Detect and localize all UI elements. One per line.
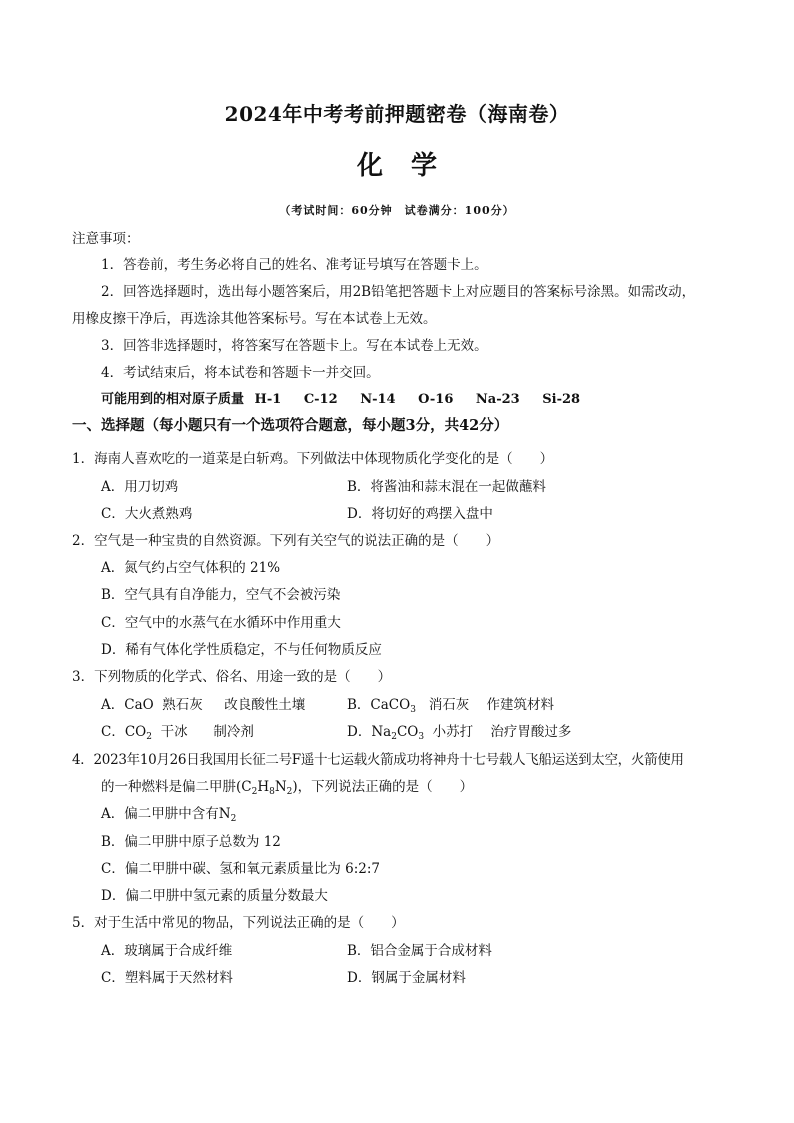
question-4-stem-line-1: 4．2023年10月26日我国用长征二号F遥十七运载火箭成功将神舟十七号载人飞船运送到太空，火箭使用	[72, 752, 684, 768]
atomic-mass-line	[101, 391, 598, 409]
notice-item-3: 3．回答非选择题时，将答案写在答题卡上。写在本试卷上无效。	[101, 338, 488, 354]
subject-title: 化学	[356, 151, 465, 181]
question-4-option-c: C．偏二甲肼中碳、氢和氧元素质量比为 6:2:7	[101, 861, 380, 877]
question-4-option-b: B．偏二甲肼中原子总数为 12	[101, 834, 281, 850]
question-4-stem-line-2: 的一种燃料是偏二甲肼$(C_2H_8N_2)$，下列说法正确的是（ ）	[101, 779, 474, 797]
notice-item-4: 4．考试结束后，将本试卷和答题卡一并交回。	[101, 365, 380, 381]
question-1-option-c: C．大火煮熟鸡	[101, 506, 193, 522]
question-3-stem: 3．下列物质的化学式、俗名、用途一致的是（ ）	[72, 669, 392, 685]
question-1-option-b: B．将酱油和蒜末混在一起做蘸料	[347, 479, 546, 495]
question-3-option-d: D．$Na_2CO_3$ 小苏打 治疗胃酸过多	[347, 724, 572, 742]
atomic-mass-h: H-1	[254, 392, 282, 407]
atomic-mass-si: Si-28	[542, 392, 581, 407]
question-3-option-a: A．CaO 熟石灰 改良酸性土壤	[101, 697, 306, 713]
atomic-mass-c: C-12	[303, 392, 338, 407]
notice-item-1: 1．答卷前，考生务必将自己的姓名、准考证号填写在答题卡上。	[101, 257, 488, 273]
question-5-option-c: C．塑料属于天然材料	[101, 970, 233, 986]
question-3-option-b: B．CaCO$_3$ 消石灰 作建筑材料	[347, 697, 554, 715]
question-2-stem: 2．空气是一种宝贵的自然资源。下列有关空气的说法正确的是（ ）	[72, 533, 500, 549]
question-5-option-b: B．铝合金属于合成材料	[347, 943, 492, 959]
notice-heading: 注意事项：	[72, 231, 140, 247]
question-2-option-a: A．氮气约占空气体积的 21%	[101, 560, 281, 576]
atomic-mass-n: N-14	[360, 392, 396, 407]
question-4-option-a: A．偏二甲肼中含有$N_2$	[101, 806, 237, 824]
notice-item-2-cont: 用橡皮擦干净后，再选涂其他答案标号。写在本试卷上无效。	[72, 311, 437, 327]
notice-item-2: 2．回答选择题时，选出每小题答案后，用2B铅笔把答题卡上对应题目的答案标号涂黑。如需改动，	[101, 284, 696, 300]
atomic-mass-o: O-16	[418, 392, 454, 407]
section-heading-choice: 一、选择题（每小题只有一个选项符合题意，每小题3分，共42分）	[72, 417, 509, 434]
atomic-mass-label: 可能用到的相对原子质量	[101, 392, 245, 407]
page-title: 2024年中考考前押题密卷（海南卷）	[224, 102, 570, 126]
question-2-option-d: D．稀有气体化学性质稳定，不与任何物质反应	[101, 642, 382, 658]
question-5-option-d: D．钢属于金属材料	[347, 970, 466, 986]
question-1-stem: 1．海南人喜欢吃的一道菜是白斩鸡。下列做法中体现物质化学变化的是（ ）	[72, 451, 554, 467]
question-1-option-a: A．用刀切鸡	[101, 479, 179, 495]
question-4-option-d: D．偏二甲肼中氢元素的质量分数最大	[101, 888, 328, 904]
question-2-option-b: B．空气具有自净能力，空气不会被污染	[101, 587, 341, 603]
atomic-mass-na: Na-23	[475, 392, 520, 407]
question-1-option-d: D．将切好的鸡摆入盘中	[347, 506, 493, 522]
question-5-stem: 5．对于生活中常见的物品，下列说法正确的是（ ）	[72, 915, 405, 931]
question-5-option-a: A．玻璃属于合成纤维	[101, 943, 233, 959]
question-3-option-c: C．$CO_2$ 干冰 制冷剂	[101, 724, 254, 742]
exam-meta: （考试时间：60分钟 试卷满分：100分）	[279, 204, 515, 217]
question-2-option-c: C．空气中的水蒸气在水循环中作用重大	[101, 615, 341, 631]
